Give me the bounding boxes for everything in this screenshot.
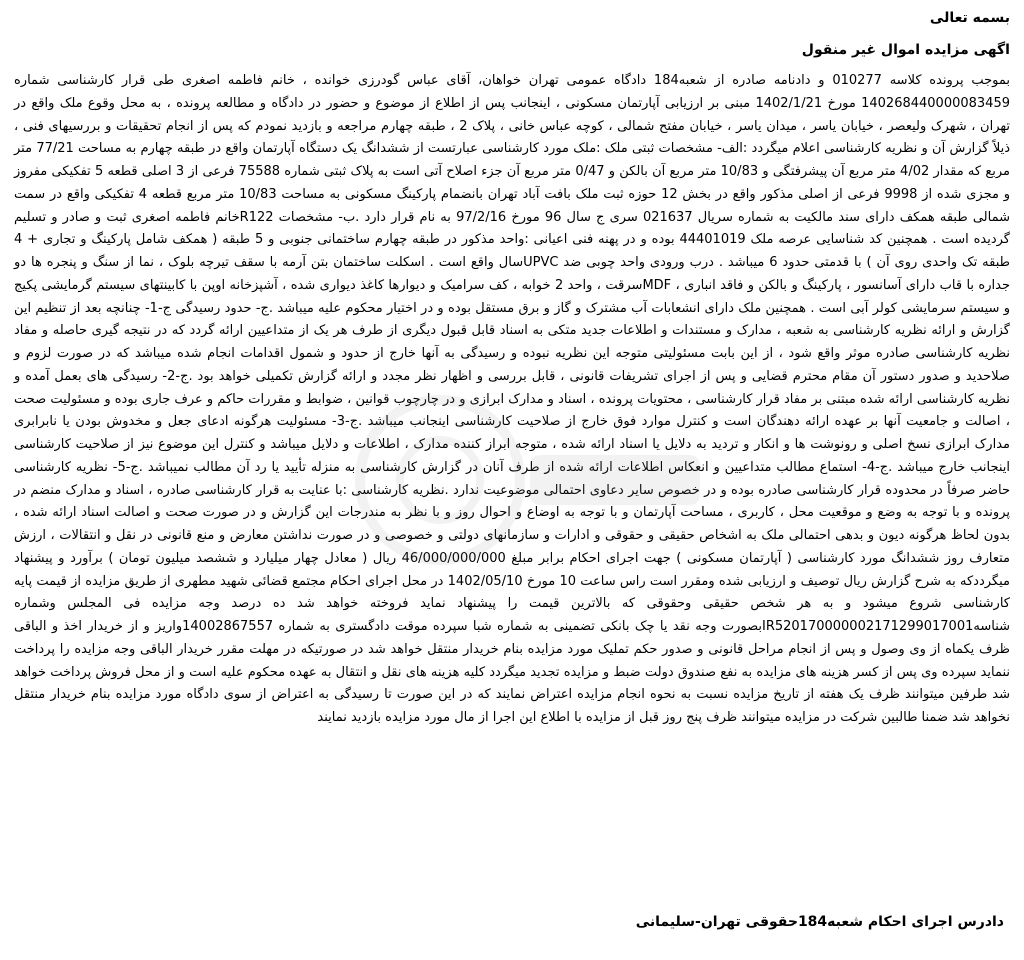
notice-body: بموجب پرونده کلاسه 010277 و دادنامه صادره از شعبه184 دادگاه عمومی تهران خواهان، آقای عباس گودرزی خوانده ، خانم فاطمه اصغری طی قرار کارشناسی شماره 140268440000083459 مورخ 1402/1/21 مبنی بر ارزیابی آپارتمان مسکونی ، اینجانب پس از اطلاع از موضوع و حضور در دادگاه و مطالعه پرونده ، به محل وقوع ملک واقع در تهران ، شهرک ولیعصر ، خیابان یاسر ، میدان یاسر ، خیابان مفتح شمالی ، کوچه عباس خانی ، پلاک 2 ، طبقه چهارم مراجعه و بازدید نمودم که پس از انجام تحقیقات و بررسیهای فنی ، ذیلاً گزارش آن و نظریه کارشناسی اعلام میگردد :الف- مشخصات ثبتی ملک :ملک مورد کارشناسی عبارتست از ششدانگ یک دستگاه آپارتمان واقع در طبقه چهارم به مساحت 77/21 متر مربع که مقدار 4/02 متر مربع آن پیشرفتگی و 10/83 متر مربع آن بالکن و 0/47 متر مربع آن جزء اصلاح آتی است به پلاک ثبتی شماره 75588 فرعی از 3 اصلی قطعه 5 تفکیکی مفروز و مجزی شده از 9998 فرعی از اصلی مذکور واقع در بخش 12 حوزه ثبت ملک بافت آباد تهران بانضمام پارکینگ مسکونی به مساحت 10/83 متر مربع قطعه 4 تفکیکی واقع در سمت شمالی طبقه همکف دارای سند مالکیت به شماره سریال 021637 سری ج سال 96 مورخ 97/2/16 به نام قرار دارد .ب- مشخصات R122خانم فاطمه اصغری ثبت و صادر و تسلیم گردیده است . همچنین کد شناسایی عرصه ملک 44401019 بوده و در پهنه فنی اعیانی :واحد مذکور در طبقه چهارم ساختمانی جنوبی و 5 طبقه ( همکف شامل پارکینگ و تجاری + 4 طبقه تک واحدی روی آن ) با قدمتی حدود 6 میباشد . درب ورودی واحد چوبی ضد UPVCسال واقع است . اسکلت ساختمان بتن آرمه با سقف تیرچه بلوک ، نما از سنگ و پنجره ها دو جداره با قاب دارای آسانسور ، پارکینگ و بالکن و فاقد انباری ، MDFسرقت ، واحد 2 خوابه ، کف سرامیک و دیوارها کاغذ دیواری شده ، آشپزخانه اوپن با کابینتهای سیستم گرمایشی پکیج و سیستم سرمایشی کولر آبی است . همچنین ملک دارای انشعابات آب مشترک و گاز و برق مستقل بوده و در اختیار محکوم علیه میباشد .ج- حدود رسیدگی ج-1- چنانچه بعد از تنظیم این گزارش و ارائه نظریه کارشناسی به شعبه ، مدارک و مستندات و اطلاعات جدید متکی به اسناد قابل قبول دیگری از طرف هر یک از متداعیین ارائه گردد که در نتیجه گیری حاصله و مفاد نظریه کارشناسی صادره موثر واقع شود ، از این بابت مسئولیتی متوجه این نظریه نبوده و رسیدگی به آنها خارج از حدود و شمول اقدامات انجام شده میباشد که در صورت لزوم و صلاحدید و صدور دستور آن مقام محترم قضایی و پس از اجرای تشریفات قانونی ، قابل بررسی و اظهار نظر مجدد و ارائه گزارش تکمیلی خواهد بود .ج-2- رسیدگی های بعمل آمده و نظریه کارشناسی ارائه شده مبتنی بر مفاد قرار کارشناسی ، محتویات پرونده ، اسناد و مدارک ابرازی و در چارچوب قوانین ، ضوابط و مقررات حاکم و عرف جاری بوده و مسئولیت صحت ، اصالت و جامعیت آنها بر عهده ارائه دهندگان است و کنترل موارد فوق خارج از صلاحیت کارشناسی اینجانب میباشد .ج-3- مسئولیت هرگونه ادعای جعل و مخدوش بودن یا نابرابری مدارک ابرازی نسخ اصلی و رونوشت ها و انکار و تردید به دلایل یا اسناد ارائه شده ، متوجه ابراز کننده مدارک ، اطلاعات و دلایل میباشد و کنترل این موضوع نیز از صلاحیت کارشناسی اینجانب خارج میباشد .ج-4- استماع مطالب متداعیین و انعکاس اطلاعات ارائه شده از طرف آنان در گزارش کارشناسی به منزله تأیید یا رد آن مطالب نمیباشد .ج-5- نظریه کارشناسی حاضر صرفاً در محدوده قرار کارشناسی صادره بوده و در خصوص سایر دعاوی احتمالی موضوعیت ندارد .نظریه کارشناسی :با عنایت به قرار کارشناسی صادره ، اسناد و مدارک منضم در پرونده و با توجه به وضع و موقعیت محل ، کاربری ، مساحت آپارتمان و با توجه به اوضاع و احوال روز و با نظر به مندرجات این گزارش و در صورت صحت و اصالت اسناد ارائه شده ، بدون لحاظ هرگونه دیون و بدهی احتمالی ملک به اشخاص حقیقی و حقوقی و ادارات و سازمانهای دولتی و خصوصی و در صورت نداشتن معارض و منع قانونی در نقل و انتقالات ، ارزش متعارف روز ششدانگ مورد کارشناسی ( آپارتمان مسکونی ) جهت اجرای احکام برابر مبلغ 46/000/000/000 ریال ( معادل چهار میلیارد و ششصد میلیون تومان ) برآورد و پیشنهاد میگرددکه به شرح گزارش ریال توصیف و ارزیابی شده ومقرر است راس ساعت 10 مورخ 1402/05/10 در محل اجرای احکام مجتمع قضائی شهید مطهری از طریق مزایده از قیمت پایه کارشناسی شروع میشود و به هر شخص حقیقی وحقوقی که بالاترین قیمت را پیشنهاد نماید فروخته خواهد شد ده درصد وجه مزایده فی المجلس وشماره شناسهIR520170000002171299017001بصورت وجه نقد یا چک بانکی تضمینی به شماره شبا سپرده موقت دادگستری به شماره 14002867557واریز و از خریدار اخذ و الباقی ظرف یکماه از وی وصول و پس از انجام مراحل قانونی و صدور حکم تملیک مورد مزایده بنام خریدار منتقل خواهد شد در صورتیکه در مهلت مقرر خریدار الباقی وجه مزایده را پرداخت ننماید سپرده وی پس از کسر هزینه های مزایده به نفع صندوق دولت ضبط و مزایده تجدید میگردد کلیه هزینه های نقل و انتقال به عهده محکوم علیه است و از محل فروش پرداخت خواهد شد طرفین میتوانند ظرف یک هفته از تاریخ مزایده نسبت به نحوه انجام مزایده اعتراض نمایند که در این صورت تا رسیدگی به اعتراض از سوی دادگاه مورد مزایده بنام خریدار منتقل نخواهد شد ضمنا طالبین شرکت در مزایده میتوانند ظرف پنج روز قبل از مزایده با اطلاع این اجرا از مال مورد مزایده بازدید نمایند xyxy=(14,73,1011,725)
salutation: بسمه تعالی xyxy=(929,10,1010,26)
notice-page xyxy=(6,6,1018,954)
notice-title: اگهی مزایده اموال غیر منقول xyxy=(801,42,1010,58)
issuer-signature-line: دادرس اجرای احکام شعبه184حقوقی تهران-سلیمانی xyxy=(635,914,1004,930)
